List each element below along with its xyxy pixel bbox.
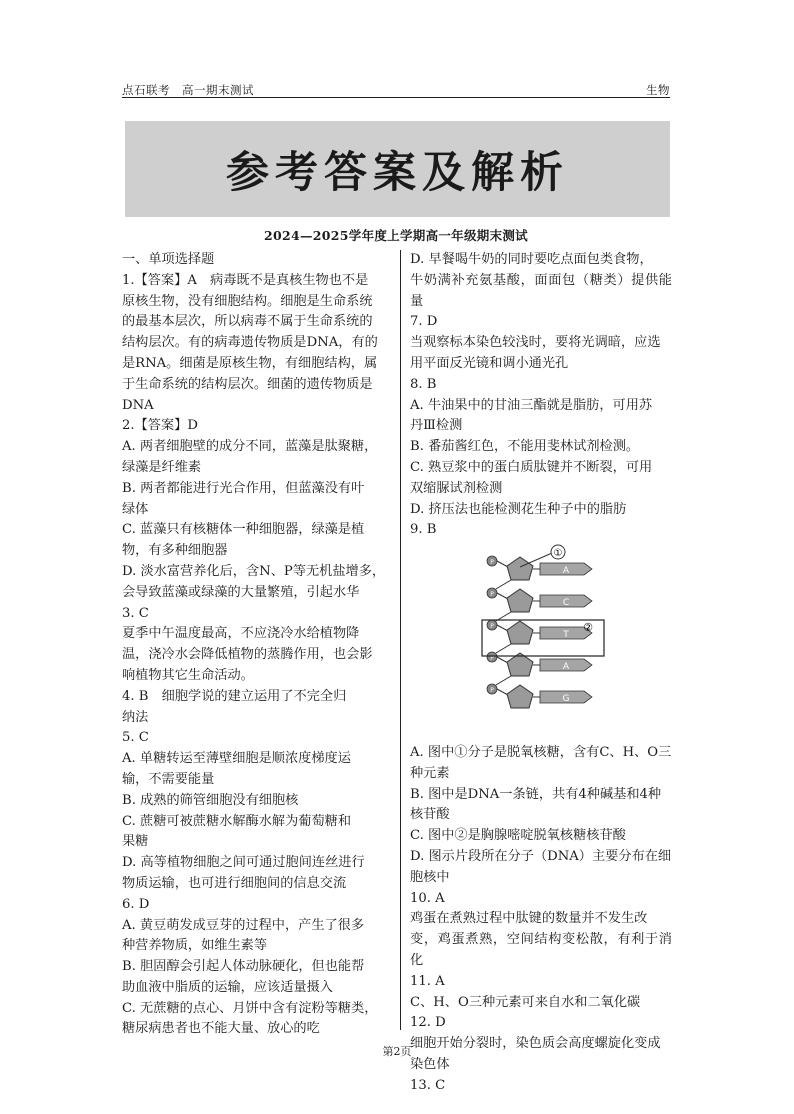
- text-line: 1.【答案】A 病毒既不是真核生物也不是: [122, 272, 369, 288]
- text-line: C. 蔗糖可被蔗糖水解酶水解为葡萄糖和: [122, 813, 352, 829]
- backbone-bond: [496, 644, 511, 653]
- base-label: A: [562, 662, 570, 673]
- text-line: C. 熟豆浆中的蛋白质肽键并不断裂，可用: [410, 459, 653, 475]
- header-exam-name: 点石联考 高一期末测试: [122, 83, 254, 97]
- text-line: DNA: [122, 397, 154, 413]
- base-label: A: [562, 566, 570, 577]
- dna-strand-diagram: [410, 543, 672, 731]
- text-line: C、H、O三种元素可来自水和二氧化碳: [410, 994, 641, 1010]
- text-line: B. 两者都能进行光合作用，但蓝藻没有叶: [122, 480, 365, 496]
- text-line: 纳法: [122, 709, 149, 725]
- text-line: 温，浇冷水会降低植物的蒸腾作用，也会影: [122, 647, 373, 663]
- text-line: A. 牛油果中的甘油三酯就是脂肪，可用苏: [410, 397, 653, 413]
- text-line: 夏季中午温度最高，不应浇冷水给植物降: [122, 626, 360, 642]
- text-line: 用平面反光镜和调小通光孔: [410, 355, 569, 371]
- deoxyribose-sugar: [507, 621, 533, 644]
- text-line: 于生命系统的结构层次。细菌的遗传物质是: [122, 376, 373, 392]
- text-line: 种元素: [410, 765, 450, 781]
- text-line: 物质运输，也可进行细胞间的信息交流: [122, 875, 347, 891]
- text-line: 染色体: [410, 1056, 450, 1072]
- text-line: A. 两者细胞壁的成分不同，蓝藻是肽聚糖，: [122, 439, 378, 455]
- text-line: D. 早餐喝牛奶的同时要吃点面包类食物，: [410, 252, 653, 267]
- text-line: D. 淡水富营养化后，含N、P等无机盐增多，: [122, 563, 386, 579]
- text-line: 4. B 细胞学说的建立运用了不完全归: [122, 688, 347, 704]
- base-label: C: [562, 598, 570, 609]
- text-line: C. 图中②是胸腺嘧啶脱氧核糖核苷酸: [410, 828, 626, 844]
- text-line: A. 图中①分子是脱氧核糖，含有C、H、O三: [410, 744, 672, 760]
- text-line: 结构层次。有的病毒遗传物质是DNA，有的: [122, 335, 378, 351]
- text-line: B. 成熟的筛管细胞没有细胞核: [122, 792, 299, 808]
- text-line: 物，有多种细胞器: [122, 543, 228, 559]
- text-line: 响植物其它生命活动。: [122, 667, 254, 683]
- text-line: D. 挤压法也能检测花生种子中的脂肪: [410, 501, 627, 517]
- text-line: 输，不需要能量: [122, 771, 215, 787]
- text-line: 核苷酸: [410, 807, 450, 823]
- text-line: A. 黄豆萌发成豆芽的过程中，产生了很多: [122, 917, 365, 933]
- text-line: 9. B: [410, 522, 437, 538]
- text-line: 原核生物，没有细胞结构。细胞是生命系统: [122, 293, 373, 309]
- phosphate-label: P: [490, 591, 494, 599]
- text-line: 6. D: [122, 896, 150, 912]
- header-subject: 生物: [646, 83, 670, 97]
- text-line: 8. B: [410, 376, 437, 392]
- text-line: 绿体: [122, 501, 149, 517]
- title-banner: [125, 121, 670, 217]
- page-number: 第2页: [382, 1045, 412, 1058]
- phosphate-label: P: [490, 623, 494, 631]
- text-line: 11. A: [410, 973, 445, 989]
- page-header: [122, 82, 670, 98]
- text-line: 是RNA。细菌是原核生物，有细胞结构，属: [122, 355, 378, 371]
- phosphodiester-bond: [497, 593, 508, 599]
- text-line: 的最基本层次，所以病毒不属于生命系统的: [122, 314, 373, 330]
- backbone-bond: [496, 580, 511, 589]
- text-line: 7. D: [410, 314, 438, 330]
- phosphodiester-bond: [497, 689, 508, 695]
- text-line: 糖尿病患者也不能大量、放心的吃: [122, 1021, 320, 1037]
- phosphodiester-bond: [497, 561, 508, 567]
- right-column-top: [410, 250, 672, 541]
- text-line: 变，鸡蛋煮熟，空间结构变松散，有利于消化: [410, 932, 672, 968]
- header-rule: [122, 97, 670, 98]
- text-line: 双缩脲试剂检测: [410, 480, 503, 496]
- text-line: 鸡蛋在煮熟过程中肽键的数量并不发生改: [410, 911, 648, 927]
- text-line: C. 蓝藻只有核糖体一种细胞器，绿藻是植: [122, 522, 365, 538]
- text-line: 一、单项选择题: [122, 252, 215, 267]
- banner-title: 参考答案及解析: [226, 147, 569, 198]
- right-column: [410, 250, 672, 1097]
- phosphate-label: P: [490, 559, 494, 567]
- text-line: 种营养物质，如维生素等: [122, 938, 268, 954]
- phosphodiester-bond: [497, 657, 508, 663]
- text-line: C. 无蔗糖的点心、月饼中含有淀粉等糖类，: [122, 1000, 378, 1016]
- backbone-bond: [496, 676, 511, 685]
- text-line: 3. C: [122, 605, 149, 621]
- text-line: 牛奶满补充氨基酸，面面包（糖类）提供能量: [410, 272, 672, 309]
- phosphodiester-bond: [497, 625, 508, 631]
- base-label: T: [563, 630, 569, 641]
- column-divider: [400, 250, 401, 1030]
- exam-subtitle: 2024—2025学年度上学期高一年级期末测试: [264, 228, 528, 243]
- text-line: 13. C: [410, 1077, 446, 1093]
- text-line: B. 胆固醇会引起人体动脉硬化，但也能帮: [122, 959, 365, 975]
- text-line: 绿藻是纤维素: [122, 459, 202, 475]
- text-line: 10. A: [410, 890, 445, 906]
- text-line: 2.【答案】D: [122, 418, 198, 434]
- dna-strand: [487, 556, 592, 708]
- left-column: [122, 250, 390, 1040]
- text-line: B. 图中是DNA一条链，共有4种碱基和4种: [410, 786, 662, 802]
- text-line: D. 高等植物细胞之间可通过胞间连丝进行: [122, 855, 365, 871]
- deoxyribose-sugar: [507, 685, 533, 708]
- text-line: A. 单糖转运至薄壁细胞是顺浓度梯度运: [122, 751, 351, 767]
- callout-1-label: ①: [553, 548, 563, 560]
- text-line: 果糖: [122, 834, 149, 850]
- deoxyribose-sugar: [507, 589, 533, 612]
- text-line: D. 图示片段所在分子（DNA）主要分布在细: [410, 848, 672, 864]
- text-line: 当观察标本染色较浅时，要将光调暗，应选: [410, 335, 661, 351]
- callout-2-label: ②: [583, 621, 593, 635]
- text-line: B. 番茄酱红色，不能用斐林试剂检测。: [410, 439, 640, 455]
- phosphate-label: P: [490, 655, 494, 663]
- base-label: G: [562, 694, 570, 705]
- text-line: 会导致蓝藻或绿藻的大量繁殖，引起水华: [122, 584, 360, 600]
- text-line: 12. D: [410, 1015, 446, 1031]
- text-line: 助血液中脂质的运输，应该适量摄入: [122, 979, 333, 995]
- text-line: 5. C: [122, 730, 149, 746]
- deoxyribose-sugar: [507, 557, 533, 580]
- phosphate-label: P: [490, 687, 494, 695]
- text-line: 胞核中: [410, 869, 450, 885]
- text-line: 细胞开始分裂时，染色质会高度螺旋化变成: [410, 1036, 661, 1052]
- text-line: 丹Ⅲ检测: [410, 418, 463, 434]
